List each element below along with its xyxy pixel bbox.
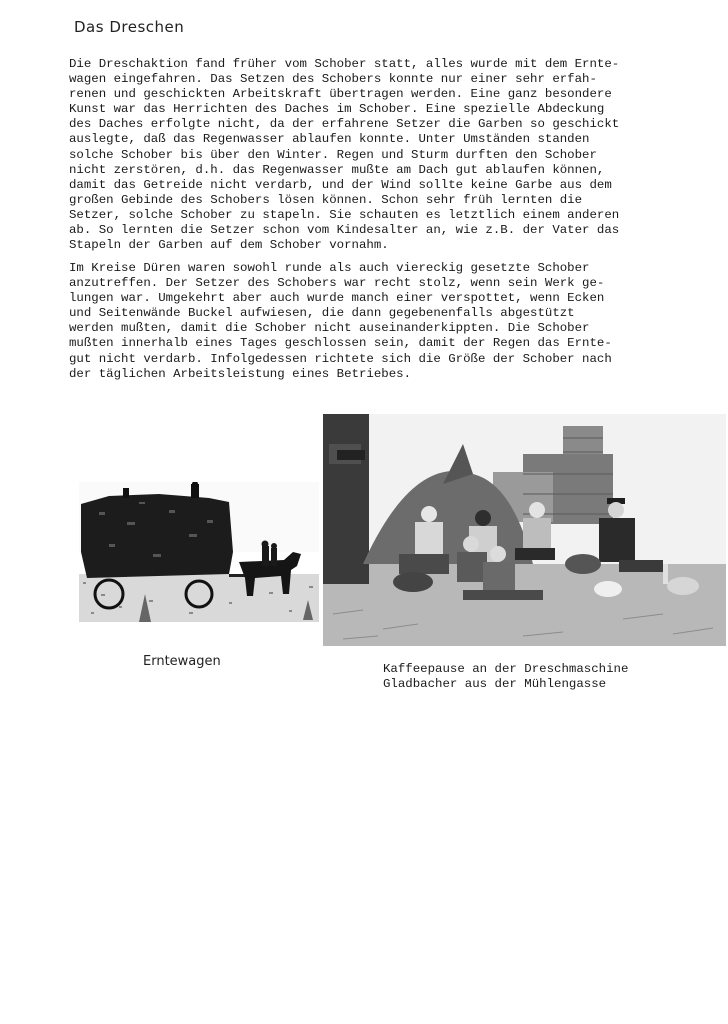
text-line: Die Dreschaktion fand früher vom Schober statt, alles wurde mit dem Ernte- <box>69 57 620 71</box>
text-line: solche Schober bis über den Winter. Regen und Sturm durften den Schober <box>69 147 597 162</box>
text-line: gut nicht verdarb. Infolgedessen richtete sich die Größe der Schober nach <box>69 351 612 366</box>
text-line: auslegte, daß das Regenwasser ablaufen konnte. Unter Umständen standen <box>69 132 590 147</box>
text-line: großen Gebinde des Schobers lösen können. Schon sehr früh lernten die <box>69 192 583 207</box>
caption-kaffeepause <box>383 662 628 692</box>
page-heading: Das Dreschen <box>74 18 185 36</box>
text-line: nicht zerstören, d.h. das Regenwasser mußte am Dach gut ablaufen können, <box>69 162 605 177</box>
text-line: lungen war. Umgekehrt aber auch wurde manch einer verspottet, wenn Ecken <box>69 291 605 306</box>
text-line: renen und geschickten Arbeitskraft übertragen werden. Eine ganz besondere <box>69 87 612 102</box>
caption-line-2: Gladbacher aus der Mühlengasse <box>383 677 607 691</box>
caption-erntewagen: Erntewagen <box>143 654 221 669</box>
kaffeepause-photo <box>323 414 726 646</box>
text-line: mußten innerhalb eines Tages geschlossen sein, damit der Regen das Ernte- <box>69 336 612 351</box>
text-line: anzutreffen. Der Setzer des Schobers war recht stolz, wenn sein Werk ge- <box>69 276 605 291</box>
text-line: Kunst war das Herrichten des Daches im Schober. Eine spezielle Abdeckung <box>69 102 605 117</box>
text-line: Setzer, solche Schober zu stapeln. Sie schauten es letztlich einem anderen <box>69 207 620 222</box>
caption-line-1: Kaffeepause an der Dreschmaschine <box>383 662 629 676</box>
text-line: und Seitenwände Buckel aufwiesen, die dann gegebenenfalls abgestützt <box>69 306 575 321</box>
erntewagen-photo <box>79 482 319 622</box>
text-line: der täglichen Arbeitsleistung eines Betriebes. <box>69 366 412 381</box>
text-line: werden mußten, damit die Schober nicht auseinanderkippten. Die Schober <box>69 321 590 336</box>
text-line: des Daches erfolgte nicht, da der erfahrene Setzer die Garben so geschickt <box>69 117 620 132</box>
text-line: ab. So lernten die Setzer schon vom Kindesalter an, wie z.B. der Vater das <box>69 223 620 238</box>
paragraph-2 <box>69 261 717 382</box>
paragraph-1 <box>69 57 717 253</box>
text-line: Stapeln der Garben auf dem Schober vornahm. <box>69 238 389 253</box>
text-line: Im Kreise Düren waren sowohl runde als auch viereckig gesetzte Schober <box>69 261 590 275</box>
text-line: damit das Getreide nicht verdarb, und der Wind sollte keine Garbe aus dem <box>69 177 612 192</box>
text-line: wagen eingefahren. Das Setzen des Schobers konnte nur einer sehr erfah- <box>69 72 597 87</box>
